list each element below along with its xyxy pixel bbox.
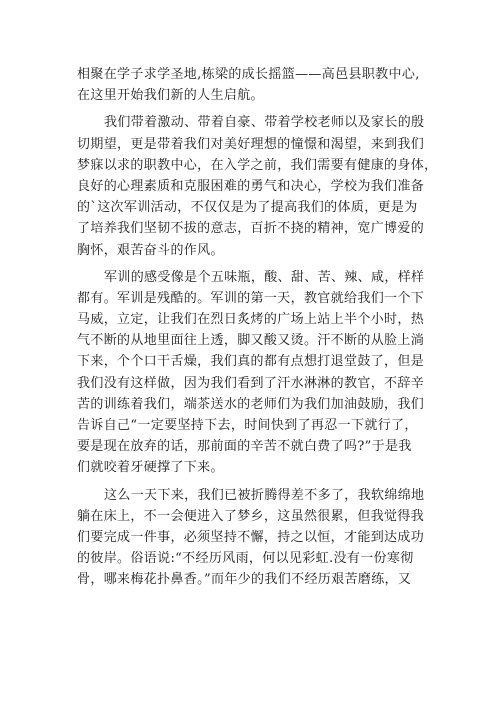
text-line: 我们没有这样做，因为我们看到了汗水淋淋的教官，不辞辛 (77, 375, 425, 391)
text-line: 都有。军训是残酷的。军训的第一天，教官就给我们一个下 (77, 290, 425, 306)
text-line: 告诉自己“一定要坚持下去，时间快到了再忍一下就行了， (77, 418, 418, 433)
text-line: 在这里开始我们新的人生启航。 (77, 88, 264, 104)
text-line: 的`这次军训活动，不仅仅是为了提高我们的体质，更是为 (77, 200, 418, 216)
document-body (77, 64, 438, 591)
text-line: 苦的训练着我们，端茶送水的老师们为我们加油鼓励，我们 (77, 396, 425, 412)
text-line: 们就咬着牙硬撑了下来。 (77, 460, 224, 476)
text-line: 相聚在学子求学圣地,栋梁的成长摇篮——高邑县职教中心, (77, 67, 420, 82)
text-line: 良好的心理素质和克服困难的勇气和决心，学校为我们准备 (77, 178, 425, 194)
text-line: 下来，个个口干舌燥，我们真的都有点想打退堂鼓了，但是 (77, 354, 425, 370)
text-line: 切期望，更是带着我们对美好理想的憧憬和渴望，来到我们 (77, 136, 425, 152)
text-line: 的彼岸。俗语说:“不经历风雨，何以见彩虹.没有一份寒彻 (77, 551, 414, 567)
paragraph-start: 这么一天下来，我们已被折腾得差不多了，我软绵绵地 (104, 487, 425, 503)
text-line: 骨，哪来梅花扑鼻香。”而年少的我们不经历艰苦磨练，又 (77, 572, 412, 588)
text-line: 躺在床上，不一会便进入了梦乡，这虽然很累，但我觉得我 (77, 508, 425, 524)
text-line: 马威，立定，让我们在烈日炙烤的广场上站上半个小时，热 (77, 312, 425, 328)
paragraph-start: 军训的感受像是个五味瓶，酸、甜、苦、辣、咸，样样 (104, 269, 425, 285)
text-line: 了培养我们坚韧不拔的意志，百折不挠的精神，宽广博爱的 (77, 221, 425, 237)
text-line: 胸怀，艰苦奋斗的作风。 (77, 242, 224, 258)
text-line: 要是现在放弃的话，那前面的辛苦不就白费了吗?”于是我 (77, 439, 412, 455)
text-line: 梦寐以求的职教中心，在入学之前，我们需要有健康的身体， (77, 157, 438, 173)
paragraph-start: 我们带着激动、带着自豪、带着学校老师以及家长的殷 (104, 115, 425, 131)
text-line: 们要完成一件事，必须坚持不懈，持之以恒，才能到达成功 (77, 529, 425, 545)
text-line: 气不断的从地里面往上透，脚又酸又烫。汗不断的从脸上淌 (77, 333, 425, 349)
